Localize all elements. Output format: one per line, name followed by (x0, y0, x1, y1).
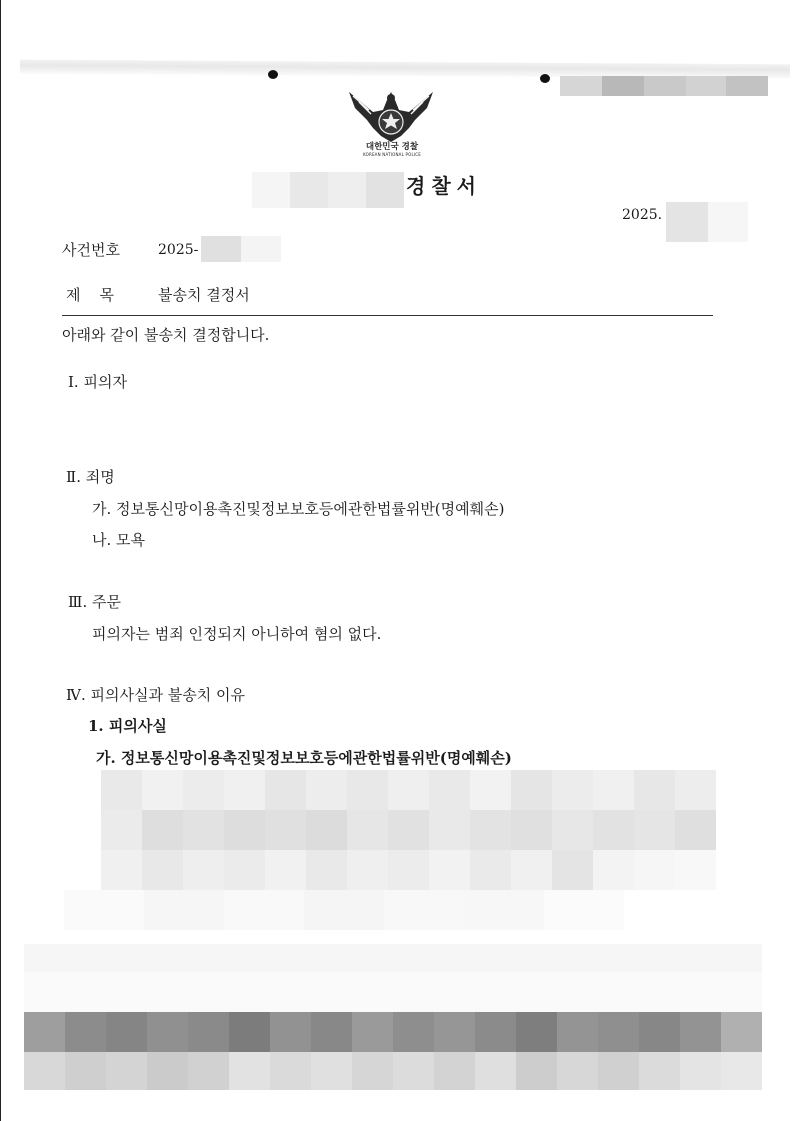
case-number-label: 사건번호 (62, 241, 120, 259)
subsection-1-heading: 1. 피의사실 (88, 717, 167, 735)
disposition-text: 피의자는 범죄 인정되지 아니하여 혐의 없다. (92, 625, 382, 643)
emblem-caption (352, 142, 432, 158)
redacted-office-name (252, 172, 404, 208)
document-title: 경찰서 (406, 174, 482, 198)
section-3-heading: Ⅲ. 주문 (68, 593, 121, 611)
emblem-korean-text: 대한민국 경찰 (365, 142, 419, 152)
section-2-heading: Ⅱ. 죄명 (66, 468, 115, 486)
redacted-footer (24, 944, 762, 1090)
section-4-heading: Ⅳ. 피의사실과 불송치 이유 (66, 686, 245, 704)
header-divider (62, 315, 713, 316)
redacted-case-number (201, 236, 281, 262)
redacted-paragraph-faint (64, 890, 624, 930)
scan-edge (0, 0, 1, 1121)
section-1-heading: Ⅰ. 피의자 (68, 373, 127, 391)
subsection-1a-heading: 가. 정보통신망이용촉진및정보보호등에관한법률위반(명예훼손) (96, 749, 512, 767)
subject-label: 제 목 (66, 286, 116, 304)
charge-item-b: 나. 모욕 (92, 531, 146, 549)
police-emblem-icon (343, 86, 439, 144)
punch-hole (268, 70, 278, 79)
punch-hole (540, 74, 550, 83)
document-date: 2025. (622, 207, 663, 223)
emblem-english-text: KOREAN NATIONAL POLICE (363, 152, 421, 157)
redacted-paragraph (101, 770, 716, 890)
subject-value: 불송치 결정서 (158, 286, 250, 304)
redacted-date (666, 202, 748, 242)
charge-item-a: 가. 정보통신망이용촉진및정보보호등에관한법률위반(명예훼손) (92, 500, 505, 518)
case-number-prefix: 2025- (158, 242, 199, 258)
intro-text: 아래와 같이 불송치 결정합니다. (62, 326, 270, 344)
redacted-block (560, 76, 768, 96)
